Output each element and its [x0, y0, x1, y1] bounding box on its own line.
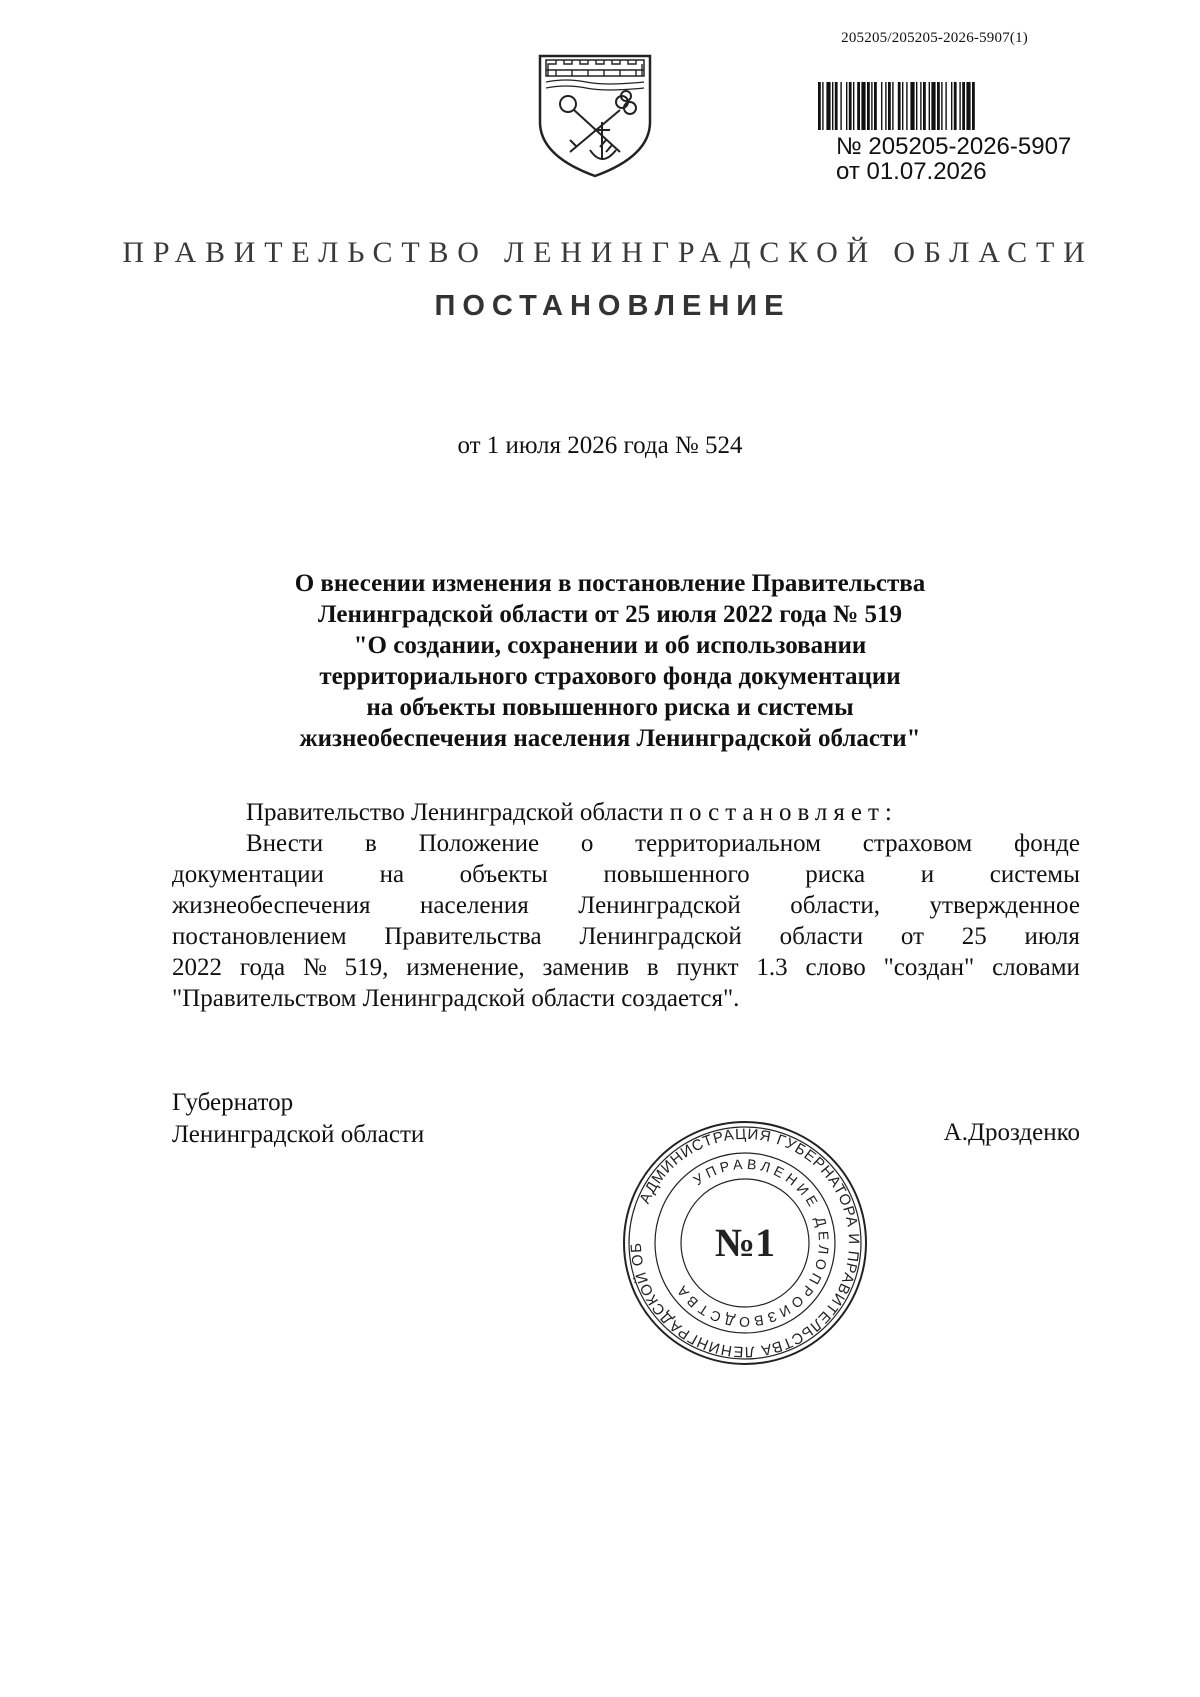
- body-word: слово: [805, 954, 866, 981]
- decree-date: от 1 июля 2026 года № 524: [457, 432, 743, 459]
- body-word: повышенного: [603, 861, 750, 888]
- body-word: Ленинградской: [578, 892, 741, 919]
- barcode-icon: [818, 82, 1086, 130]
- body-word: 519,: [344, 954, 389, 981]
- body-line: [172, 890, 1080, 921]
- body-word: о: [580, 830, 594, 857]
- seal-inner-text: УПРАВЛЕНИЕ ДЕЛОПРОИЗВОДСТВА: [671, 1155, 833, 1331]
- body-word: населения: [419, 892, 529, 919]
- body-word: жизнеобеспечения: [172, 892, 371, 919]
- preamble: [172, 797, 1080, 828]
- body-line: "Правительством Ленинградской области создается".: [172, 985, 740, 1012]
- body-word: изменение,: [406, 954, 525, 981]
- government-title: ПРАВИТЕЛЬСТВО ЛЕНИНГРАДСКОЙ ОБЛАСТИ: [122, 236, 1094, 269]
- body-word: №: [302, 954, 327, 981]
- body-word: территориальном: [635, 830, 821, 857]
- body-word: и: [920, 861, 935, 888]
- body-word: документации: [172, 861, 324, 888]
- document-code: 205205/205205-2026-5907(1): [841, 30, 1028, 46]
- body-word: системы: [989, 861, 1080, 888]
- body-word: страховом: [862, 830, 973, 857]
- preamble-verb: постановляет:: [669, 799, 898, 826]
- body-word: словами: [992, 954, 1080, 981]
- registration-number: № 205205-2026-5907: [836, 133, 1072, 160]
- body-word: пункт: [676, 954, 739, 981]
- body-line: [172, 921, 1080, 952]
- body-word: в: [364, 830, 377, 857]
- body-word: 2022: [172, 954, 222, 981]
- body-word: 25: [961, 923, 987, 950]
- body-word: Внести: [246, 830, 324, 857]
- body-word: 1.3: [756, 954, 788, 981]
- subject-line: жизнеобеспечения населения Ленинградской области": [299, 725, 921, 752]
- registration-block: [836, 134, 1071, 184]
- decree-subject: [180, 568, 1040, 754]
- body-word: области,: [790, 892, 881, 919]
- body-line: [172, 859, 1080, 890]
- body-word: фонде: [1014, 830, 1080, 857]
- signer-post-line: Ленинградской области: [172, 1121, 425, 1148]
- body-word: постановлением: [172, 923, 347, 950]
- body-line: [172, 828, 1080, 859]
- body-word: "создан": [883, 954, 975, 981]
- subject-line: "О создании, сохранении и об использовании: [353, 632, 867, 659]
- body-word: заменив: [542, 954, 629, 981]
- body-word: области: [779, 923, 864, 950]
- signer-name: А.Дрозденко: [943, 1119, 1080, 1146]
- body-line: [172, 952, 1080, 983]
- seal-center-number: №1: [714, 1220, 776, 1265]
- body-word: Ленинградской: [579, 923, 742, 950]
- seal-outer-text: АДМИНИСТРАЦИЯ ГУБЕРНАТОРА И ПРАВИТЕЛЬСТВА ЛЕНИНГРАДСКОЙ ОБ: [627, 1125, 863, 1361]
- signer-post: [172, 1087, 424, 1151]
- official-seal-icon: [620, 1118, 870, 1368]
- body-word: года: [239, 954, 286, 981]
- signer-post-line: Губернатор: [172, 1089, 294, 1116]
- body-word: в: [646, 954, 659, 981]
- body-word: от: [900, 923, 924, 950]
- subject-line: на объекты повышенного риска и системы: [366, 694, 854, 721]
- leningrad-oblast-coat-of-arms-icon: [536, 52, 654, 180]
- body-word: риска: [805, 861, 866, 888]
- body-word: Положение: [418, 830, 540, 857]
- preamble-prefix: Правительство Ленинградской области: [246, 799, 664, 826]
- body-word: утвержденное: [929, 892, 1080, 919]
- decree-title: ПОСТАНОВЛЕНИЕ: [434, 290, 791, 322]
- subject-line: О внесении изменения в постановление Правительства: [294, 570, 926, 597]
- body-word: июля: [1024, 923, 1080, 950]
- body-word: на: [379, 861, 405, 888]
- decree-body: [172, 797, 1080, 1014]
- body-word: Правительства: [384, 923, 542, 950]
- registration-date: от 01.07.2026: [836, 158, 987, 185]
- body-word: объекты: [459, 861, 548, 888]
- subject-line: территориального страхового фонда документации: [319, 663, 901, 690]
- subject-line: Ленинградской области от 25 июля 2022 года № 519: [317, 601, 903, 628]
